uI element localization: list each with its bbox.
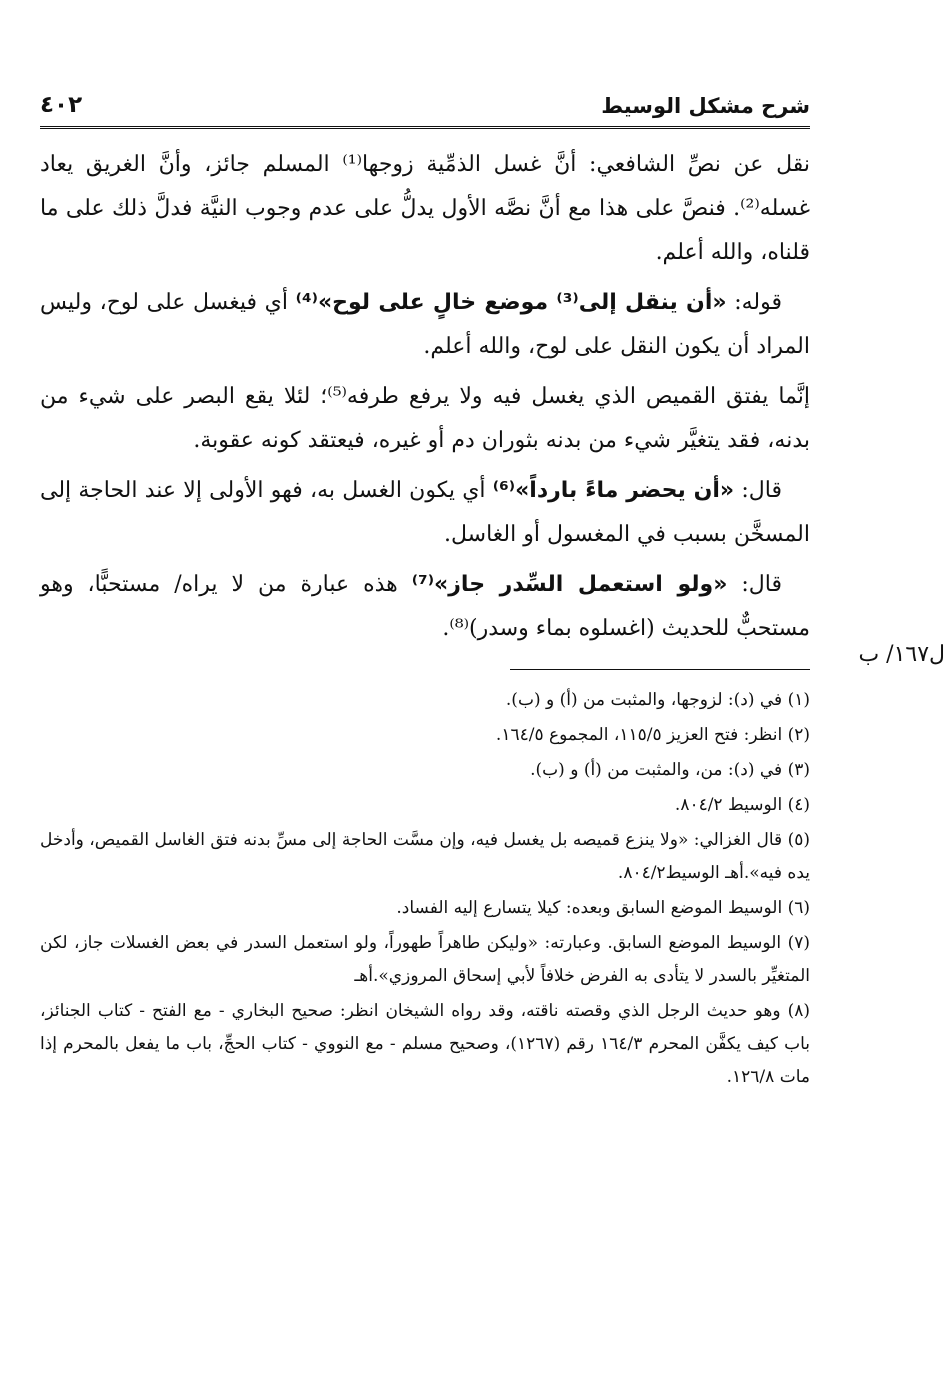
footnote: (٦) الوسيط الموضع السابق وبعده: كيلا يتسارع إليه الفساد. [396,898,810,918]
paragraph-5-rest: هذه عبارة من لا يراه/ مستحبًّا، وهو مستحبٌّ للحديث (اغسلوه بماء وسدر)⁽⁸⁾. [40,572,810,641]
manuscript-folio-ref: ل١٦٧/ ب [858,642,945,667]
paragraph-4 [40,469,810,557]
paragraph-3: إنَّما يفتق القميص الذي يغسل فيه ولا يرفع طرفه⁽⁵⁾؛ لئلا يقع البصر على شيء من بدنه، فقد يتغيَّر شيء من بدنه بثوران دم أو غيره، فيعتقد كونه عقوبة. [40,384,810,453]
paragraph-5-lead: قال: [727,572,783,597]
footnotes [40,684,810,1094]
running-title: شرح مشكل الوسيط [601,94,810,118]
paragraph-5 [40,563,810,651]
page-number: ٤٠٢ [40,92,83,118]
footnote: (٥) قال الغزالي: «ولا ينزع قميصه بل يغسل فيه، وإن مسَّت الحاجة إلى مسِّ بدنه فتق الغاسل القميص، وأدخل يده فيه».أهـ الوسيط٨٠٤/٢. [40,830,810,883]
paragraph-2-lead: قوله: [726,290,783,315]
paragraph-4-lead: قال: [734,478,783,503]
paragraph-1: نقل عن نصِّ الشافعي: أنَّ غسل الذمِّية زوجها⁽¹⁾ المسلم جائز، وأنَّ الغريق يعاد غسله⁽²⁾. فنصَّ على هذا مع أنَّ نصَّه الأول يدلُّ على عدم وجوب النيَّة فدلَّ ذلك على ما قلناه، والله أعلم. [40,152,810,265]
footnote: (٢) انظر: فتح العزيز ١١٥/٥، المجموع ١٦٤/٥. [495,725,810,745]
footnote-separator [510,669,810,670]
footnote: (٤) الوسيط ٨٠٤/٢. [674,795,810,815]
paragraph-5-quote: «ولو استعمل السِّدر جاز»⁽⁷⁾ [411,572,728,597]
page-header [40,80,810,129]
paragraph-2-rest: أي فيغسل على لوح، وليس المراد أن يكون النقل على لوح، والله أعلم. [40,290,810,359]
paragraph-4-quote: «أن يحضر ماءً بارداً»⁽⁶⁾ [492,478,735,503]
footnote: (١) في (د): لزوجها، والمثبت من (أ) و (ب). [505,690,810,710]
paragraph-2 [40,281,810,369]
footnote: (٨) وهو حديث الرجل الذي وقصته ناقته، وقد رواه الشيخان انظر: صحيح البخاري - مع الفتح - كتاب الجنائز، باب كيف يكفَّن المحرم ١٦٤/٣ رقم (١٢٦٧)، وصحيح مسلم - مع النووي - كتاب الحجِّ، باب ما يفعل بالمحرم إذا مات ١٢٦/٨. [40,1001,810,1087]
footnote: (٣) في (د): من، والمثبت من (أ) و (ب). [530,760,810,780]
footnote: (٧) الوسيط الموضع السابق. وعبارته: «وليكن طاهراً طهوراً، ولو استعمل السدر في بعض الغسلات جاز، لكن المتغيِّر بالسدر لا يتأدى به الفرض خلافاً لأبي إسحاق المروزي».أهـ [40,933,810,986]
paragraph-2-quote: «أن ينقل إلى⁽³⁾ موضع خالٍ على لوح»⁽⁴⁾ [295,290,727,315]
main-text [40,143,810,651]
paragraph-4-rest: أي يكون الغسل به، فهو الأولى إلا عند الحاجة إلى المسخَّن بسبب في المغسول أو الغاسل. [40,478,810,547]
book-page [40,80,810,1096]
